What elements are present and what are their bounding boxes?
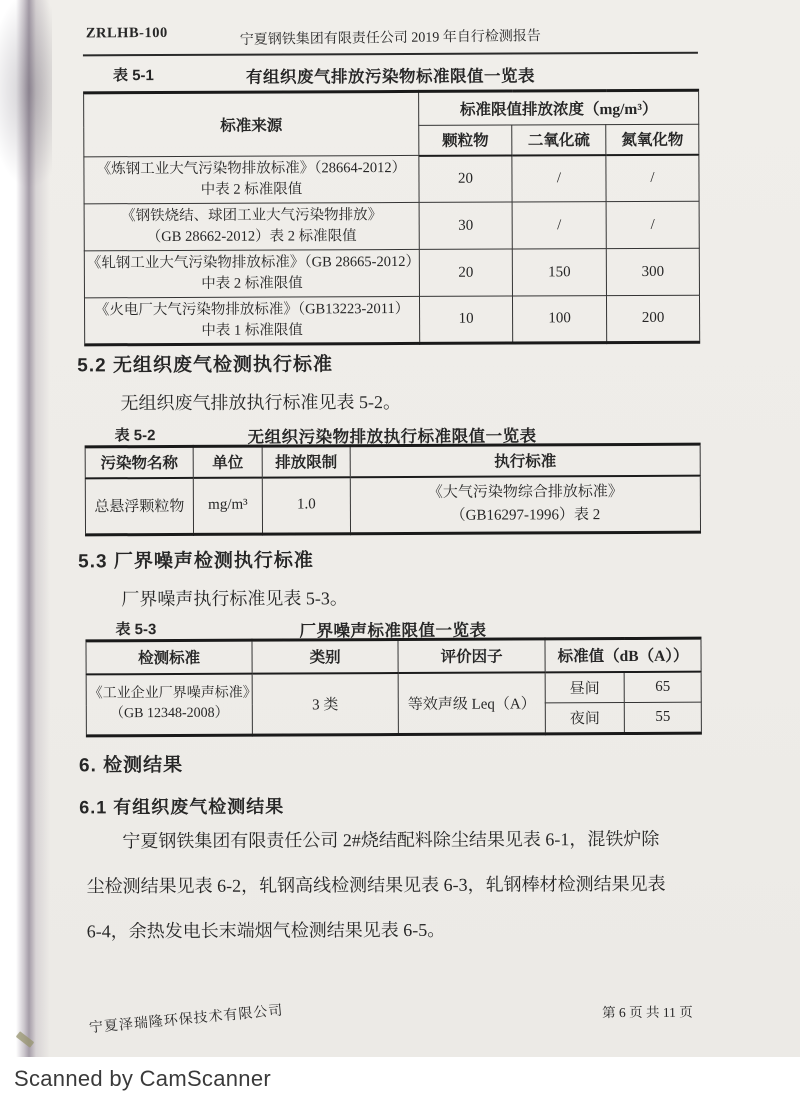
table-row	[85, 444, 700, 478]
camscanner-watermark-bar	[0, 1057, 800, 1101]
value-cell: 30	[419, 202, 512, 249]
source-line: 《炼钢工业大气污染物排放标准》（28664-2012）	[96, 159, 407, 178]
table-5-3	[85, 637, 701, 738]
source-cell	[84, 249, 419, 297]
header-cell: 排放限制	[262, 446, 350, 477]
section-6-1-heading: 6.1 有组织废气检测结果	[79, 796, 285, 818]
footer-company-name: 宁夏泽瑞隆环保技术有限公司	[88, 1003, 285, 1037]
value-cell: /	[512, 202, 606, 249]
source-line: 《火电厂大气污染物排放标准》（GB13223-2011）	[94, 300, 410, 318]
value-cell: /	[512, 155, 606, 202]
limit-cell: 1.0	[262, 477, 350, 534]
value-cell: 55	[624, 702, 701, 733]
document-header-title: 宁夏钢铁集团有限责任公司 2019 年自行检测报告	[239, 29, 541, 49]
value-cell: 300	[606, 248, 699, 295]
table-row	[84, 248, 699, 298]
table-row	[86, 638, 701, 674]
table-5-3-caption-title: 厂界噪声标准限值一览表	[299, 621, 487, 641]
table-row	[84, 154, 699, 204]
standard-line: 《工业企业厂界噪声标准》	[88, 685, 257, 702]
source-line: 中表 1 标准限值	[201, 321, 303, 339]
paragraph-line: 尘检测结果见表 6-2，轧钢高线检测结果见表 6-3，轧钢棒材检测结果见表	[86, 873, 666, 897]
header-cell: 执行标准	[350, 444, 700, 477]
source-cell	[84, 155, 419, 203]
source-line: 《钢铁烧结、球团工业大气污染物排放》	[121, 207, 383, 225]
value-cell: 200	[606, 295, 699, 342]
table-5-1-caption	[83, 62, 698, 87]
table-row	[86, 671, 701, 705]
standard-line: 《大气污染物综合排放标准》	[427, 483, 623, 501]
value-cell: 65	[624, 671, 701, 702]
table-row	[84, 90, 699, 127]
paragraph-line: 宁夏钢铁集团有限责任公司 2#烧结配料除尘结果见表 6-1，混铁炉除	[122, 828, 660, 852]
value-cell: 20	[419, 249, 512, 296]
section-5-3-paragraph: 厂界噪声执行标准见表 5-3。	[121, 588, 348, 610]
source-line: 《轧钢工业大气污染物排放标准》（GB 28665-2012）	[86, 253, 420, 272]
source-line: 中表 2 标准限值	[200, 181, 303, 198]
header-cell: 单位	[193, 446, 262, 477]
value-cell: 20	[419, 155, 512, 202]
header-rule	[83, 52, 698, 57]
value-cell: /	[606, 154, 699, 201]
section-5-3-heading: 5.3 厂界噪声检测执行标准	[78, 550, 314, 573]
camscanner-watermark-text: Scanned by CamScanner	[14, 1066, 272, 1091]
header-cell: 标准来源	[84, 91, 419, 156]
standard-cell	[350, 475, 700, 534]
standard-cell	[86, 673, 257, 736]
table-5-2	[85, 443, 701, 537]
unit-cell: mg/m³	[193, 477, 262, 534]
header-cell: 颗粒物	[419, 125, 512, 155]
header-cell: 标准限值排放浓度（mg/m³）	[419, 90, 699, 125]
table-5-3-caption-label: 表 5-3	[115, 621, 157, 639]
page-number-indicator: 第 6 页 共 11 页	[602, 1004, 693, 1021]
source-line: 中表 2 标准限值	[201, 275, 303, 292]
table-5-1-caption-title: 有组织废气排放污染物标准限值一览表	[245, 67, 536, 87]
header-cell: 标准值（dB（A））	[545, 638, 701, 672]
source-line: （GB 28662-2012）表 2 标准限值	[146, 228, 357, 246]
source-cell	[84, 296, 419, 344]
header-cell: 污染物名称	[85, 446, 193, 477]
table-5-2-caption-title: 无组织污染物排放执行标准限值一览表	[247, 427, 537, 447]
section-5-2-paragraph: 无组织废气排放执行标准见表 5-2。	[120, 391, 401, 414]
table-row	[84, 295, 699, 345]
standard-line: （GB16297-1996）表 2	[450, 506, 601, 524]
value-cell: 10	[419, 296, 512, 343]
header-cell: 检测标准	[86, 640, 252, 674]
period-cell: 夜间	[545, 703, 624, 734]
section-5-2-heading: 5.2 无组织废气检测执行标准	[77, 354, 334, 377]
standard-line: （GB 12348-2008）	[109, 705, 229, 722]
table-5-1	[83, 89, 700, 347]
table-5-1-caption-label: 表 5-1	[112, 67, 154, 85]
table-row	[84, 201, 699, 251]
table-5-2-caption-label: 表 5-2	[114, 427, 156, 445]
source-cell	[84, 202, 419, 250]
document-code: ZRLHB-100	[85, 25, 168, 42]
pollutant-cell: 总悬浮颗粒物	[85, 477, 193, 534]
section-6-1-paragraph	[86, 817, 707, 955]
category-cell: 3 类	[252, 673, 398, 736]
header-cell: 氮氧化物	[606, 124, 699, 154]
header-cell: 评价因子	[398, 639, 545, 673]
table-row	[85, 475, 700, 535]
value-cell: 100	[512, 296, 606, 343]
header-cell: 二氧化硫	[512, 125, 606, 155]
factor-cell: 等效声级 Leq（A）	[398, 672, 545, 735]
value-cell: 150	[512, 249, 606, 296]
paragraph-line: 6-4，余热发电长末端烟气检测结果见表 6-5。	[86, 919, 446, 942]
value-cell: /	[606, 201, 699, 248]
section-6-heading: 6. 检测结果	[78, 754, 184, 777]
header-cell: 类别	[252, 640, 398, 674]
period-cell: 昼间	[545, 672, 624, 703]
